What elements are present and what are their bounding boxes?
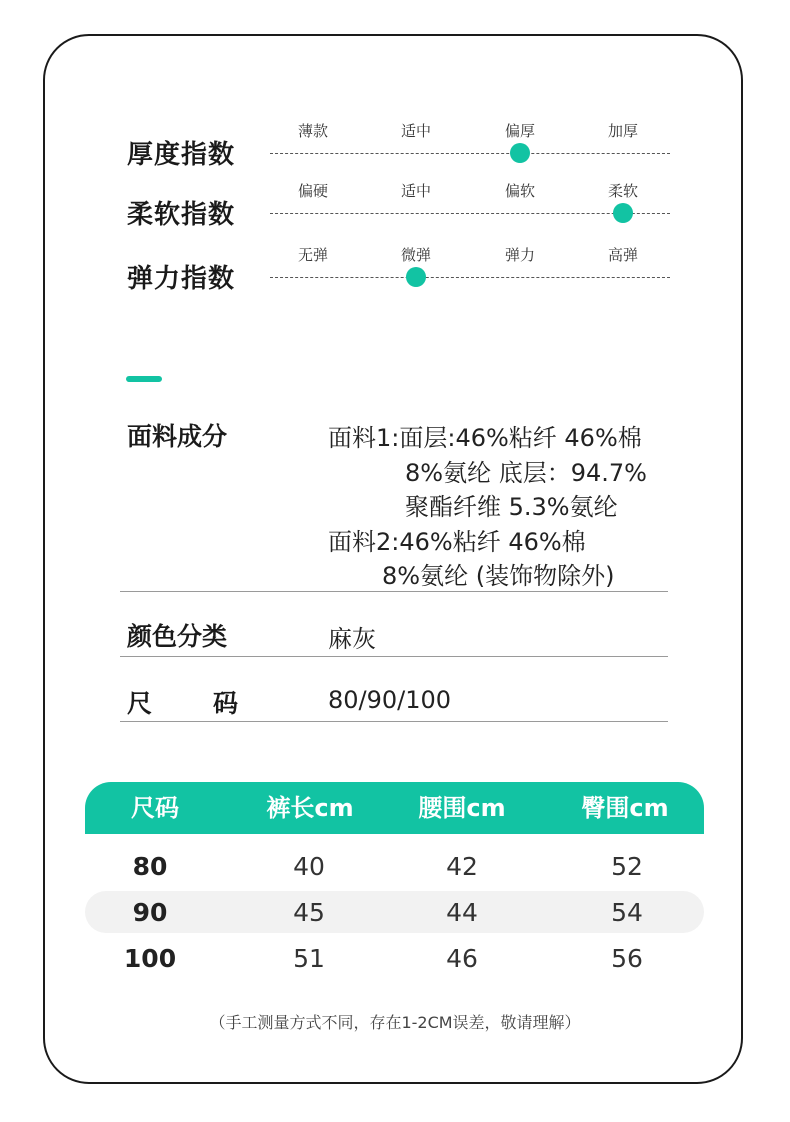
measurement-note: （手工测量方式不同，存在1-2CM误差，敬请理解） (209, 1013, 581, 1032)
index-title: 柔软指数 (127, 200, 236, 230)
table-cell: 90 (132, 898, 168, 927)
index-label: 柔软 (607, 182, 638, 200)
index-label: 薄款 (297, 122, 328, 140)
index-label: 偏硬 (297, 182, 328, 200)
fabric-line: 聚酯纤维 5.3%氨纶 (405, 493, 618, 521)
table-cell: 54 (611, 898, 643, 927)
index-label: 适中 (400, 122, 431, 140)
divider (120, 591, 668, 592)
table-header-cell: 尺码 (131, 794, 179, 822)
size-label-left: 尺 (127, 689, 153, 718)
index-marker-dot (510, 143, 530, 163)
fabric-line: 8%氨纶 (装饰物除外) (382, 562, 615, 590)
index-label: 适中 (400, 182, 431, 200)
size-value: 80/90/100 (328, 686, 452, 714)
table-cell: 45 (293, 898, 325, 927)
table-cell: 46 (446, 944, 478, 973)
color-value: 麻灰 (328, 625, 376, 653)
fabric-label: 面料成分 (127, 422, 228, 451)
index-scale-line (270, 277, 670, 278)
index-scale-line (270, 213, 670, 214)
index-label: 高弹 (607, 246, 638, 264)
table-cell: 42 (446, 852, 478, 881)
table-cell: 56 (611, 944, 643, 973)
index-marker-dot (406, 267, 426, 287)
table-cell: 100 (123, 944, 177, 973)
table-header-cell: 裤长cm (266, 794, 354, 822)
index-scale-line (270, 153, 670, 154)
table-cell: 52 (611, 852, 643, 881)
index-label: 偏厚 (504, 122, 535, 140)
table-header-cell: 臀围cm (581, 794, 669, 822)
size-table-header (85, 782, 704, 834)
fabric-line: 面料2:46%粘纤 46%棉 (328, 528, 586, 556)
index-label: 微弹 (400, 246, 431, 264)
table-cell: 80 (132, 852, 168, 881)
color-label: 颜色分类 (127, 622, 228, 651)
index-title: 厚度指数 (127, 140, 236, 170)
table-cell: 40 (293, 852, 325, 881)
fabric-line: 面料1:面层:46%粘纤 46%棉 (328, 424, 642, 452)
index-marker-dot (613, 203, 633, 223)
index-label: 加厚 (607, 122, 638, 140)
table-cell: 44 (446, 898, 478, 927)
size-label-right: 码 (213, 689, 239, 718)
index-label: 弹力 (504, 246, 535, 264)
fabric-line: 8%氨纶 底层：94.7% (405, 459, 647, 487)
divider (120, 721, 668, 722)
section-accent-bar (126, 376, 162, 382)
divider (120, 656, 668, 657)
index-title: 弹力指数 (127, 264, 236, 294)
index-label: 偏软 (504, 182, 535, 200)
table-cell: 51 (293, 944, 325, 973)
index-label: 无弹 (297, 246, 328, 264)
table-header-cell: 腰围cm (418, 794, 506, 822)
